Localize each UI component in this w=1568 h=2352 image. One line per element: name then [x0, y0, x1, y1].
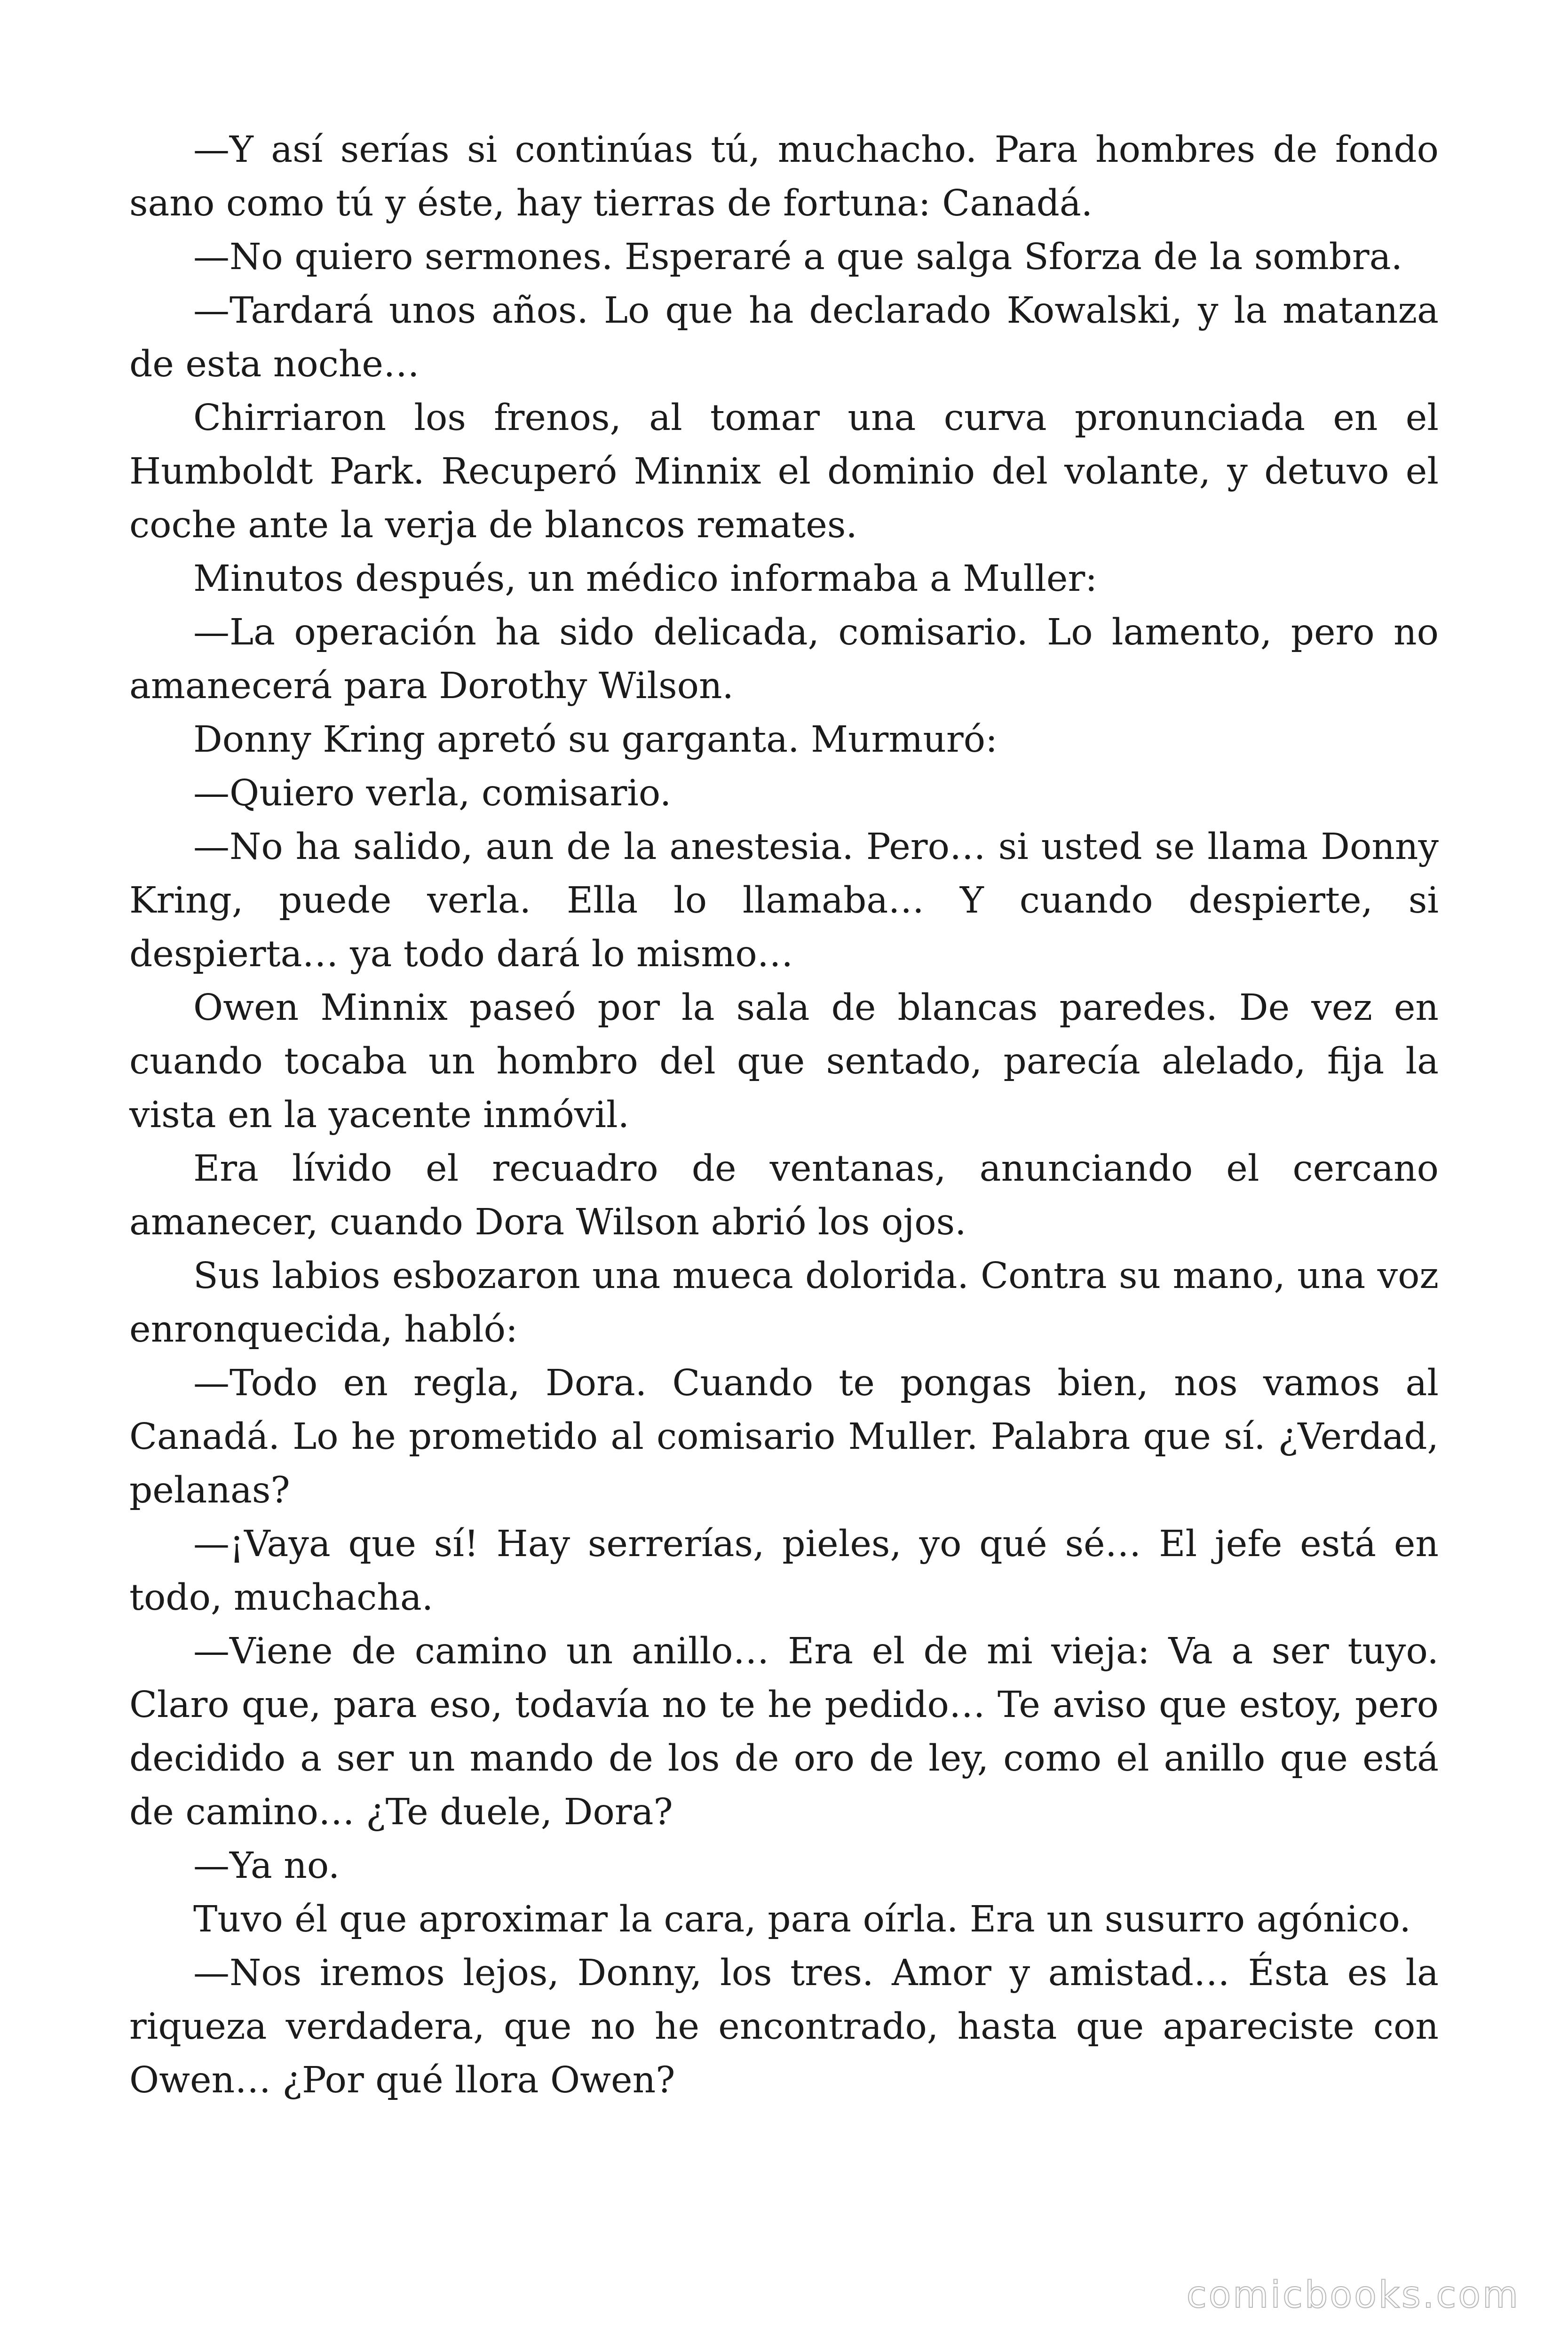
paragraph-8: —Quiero verla, comisario. [193, 772, 672, 814]
paragraph-14: —¡Vaya que sí! Hay serrerías, pieles, yo qué sé… El jefe está en todo, muchacha. [129, 1523, 1439, 1619]
paragraph-10: Owen Minnix paseó por la sala de blancas paredes. De vez en cuando tocaba un hombro del que sentado, parecía alelado, fija la vista en la yacente inmóvil. [129, 987, 1439, 1136]
paragraph-5: Minutos después, un médico informaba a Muller: [193, 558, 1098, 600]
paragraph-15: —Viene de camino un anillo… Era el de mi vieja: Va a ser tuyo. Claro que, para eso, todavía no te he pedido… Te aviso que estoy, pero decidido a ser un mando de los de oro de ley, como el anillo que está de camino… ¿Te duele, Dora? [129, 1630, 1439, 1833]
paragraph-17: Tuvo él que aproximar la cara, para oírla. Era un susurro agónico. [193, 1899, 1411, 1940]
book-page-text [129, 123, 1439, 2107]
paragraph-3: —Tardará unos años. Lo que ha declarado Kowalski, y la matanza de esta noche… [129, 290, 1439, 385]
paragraph-9: —No ha salido, aun de la anestesia. Pero… si usted se llama Donny Kring, puede verla. Ella lo llamaba… Y cuando despierte, si despierta… ya todo dará lo mismo… [129, 826, 1439, 975]
paragraph-6: —La operación ha sido delicada, comisario. Lo lamento, pero no amanecerá para Dorothy Wilson. [129, 612, 1439, 707]
paragraph-11: Era lívido el recuadro de ventanas, anunciando el cercano amanecer, cuando Dora Wilson abrió los ojos. [129, 1148, 1439, 1243]
paragraph-7: Donny Kring apretó su garganta. Murmuró: [193, 719, 998, 761]
paragraph-2: —No quiero sermones. Esperaré a que salga Sforza de la sombra. [193, 236, 1403, 278]
paragraph-1: —Y así serías si continúas tú, muchacho. Para hombres de fondo sano como tú y éste, hay tierras de fortuna: Canadá. [129, 129, 1439, 224]
paragraph-12: Sus labios esbozaron una mueca dolorida. Contra su mano, una voz enronquecida, habló: [129, 1255, 1439, 1351]
paragraph-4: Chirriaron los frenos, al tomar una curva pronunciada en el Humboldt Park. Recuperó Minnix el dominio del volante, y detuvo el coche ante la verja de blancos remates. [129, 397, 1439, 546]
paragraph-18: —Nos iremos lejos, Donny, los tres. Amor y amistad… Ésta es la riqueza verdadera, que no he encontrado, hasta que apareciste con Owen… ¿Por qué llora Owen? [129, 1952, 1439, 2101]
paragraph-16: —Ya no. [193, 1845, 340, 1887]
paragraph-13: —Todo en regla, Dora. Cuando te pongas bien, nos vamos al Canadá. Lo he prometido al comisario Muller. Palabra que sí. ¿Verdad, pelanas? [129, 1362, 1439, 1511]
site-watermark: comicbooks.com [1186, 2274, 1520, 2316]
